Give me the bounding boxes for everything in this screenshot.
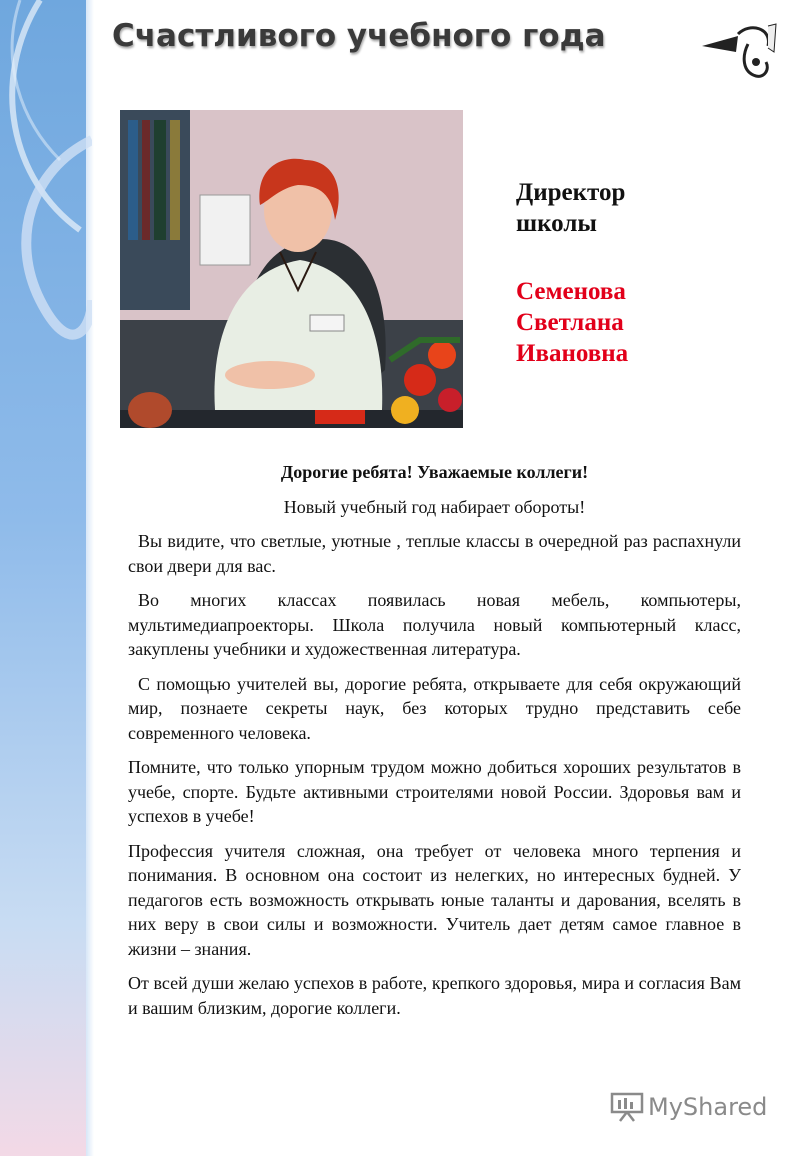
letter-body bbox=[128, 460, 741, 1030]
letter-paragraph: Профессия учителя сложная, она требует от человека много терпения и понимания. В основном она состоит из нелегких, но интересных будней. У педагогов есть возможность открывать юные таланты и дарования, вселять в них веру в свои силы и возможности. Учитель дает детям самое главное в жизни – знания. bbox=[128, 840, 741, 959]
letter-paragraph: С помощью учителей вы, дорогие ребята, открываете для себя окружающий мир, познаете секреты наук, без которых трудно представить себе современного человека. bbox=[128, 673, 741, 743]
name-third-line: Ивановна bbox=[516, 340, 629, 367]
letter-paragraph: От всей души желаю успехов в работе, крепкого здоровья, мира и согласия Вам и вашим близким, дорогие коллеги. bbox=[128, 973, 741, 1018]
myshared-watermark bbox=[610, 1092, 767, 1122]
letter-paragraph: Во многих классах появилась новая мебель, компьютеры, мультимедиапроекторы. Школа получила новый компьютерный класс, закуплены учебники и художественная литература. bbox=[128, 590, 741, 659]
stork-logo-icon bbox=[698, 22, 778, 84]
letter-paragraph: Вы видите, что светлые, уютные , теплые классы в очередной раз распахнули свои двери для вас. bbox=[128, 531, 741, 576]
letter-paragraph: Помните, что только упорным трудом можно добиться хороших результатов в учебе, спорте. Будьте активными строителями новой России. Здоровья вам и успехов в учебе! bbox=[128, 757, 741, 826]
director-name bbox=[516, 276, 628, 369]
director-photo bbox=[120, 110, 463, 428]
letter-lead: Новый учебный год набирает обороты! bbox=[283, 496, 586, 517]
watermark-text: MyShared bbox=[648, 1093, 768, 1121]
role-title: Директор школы bbox=[516, 179, 626, 237]
presentation-board-icon bbox=[610, 1092, 644, 1122]
page-title: Счастливого учебного года bbox=[112, 18, 606, 54]
letter-greeting: Дорогие ребята! Уважаемые коллеги! bbox=[280, 462, 589, 482]
sidebar-swirl-decoration bbox=[0, 0, 92, 600]
name-first-line: Семенова bbox=[516, 278, 626, 305]
name-second-line: Светлана bbox=[516, 309, 624, 336]
